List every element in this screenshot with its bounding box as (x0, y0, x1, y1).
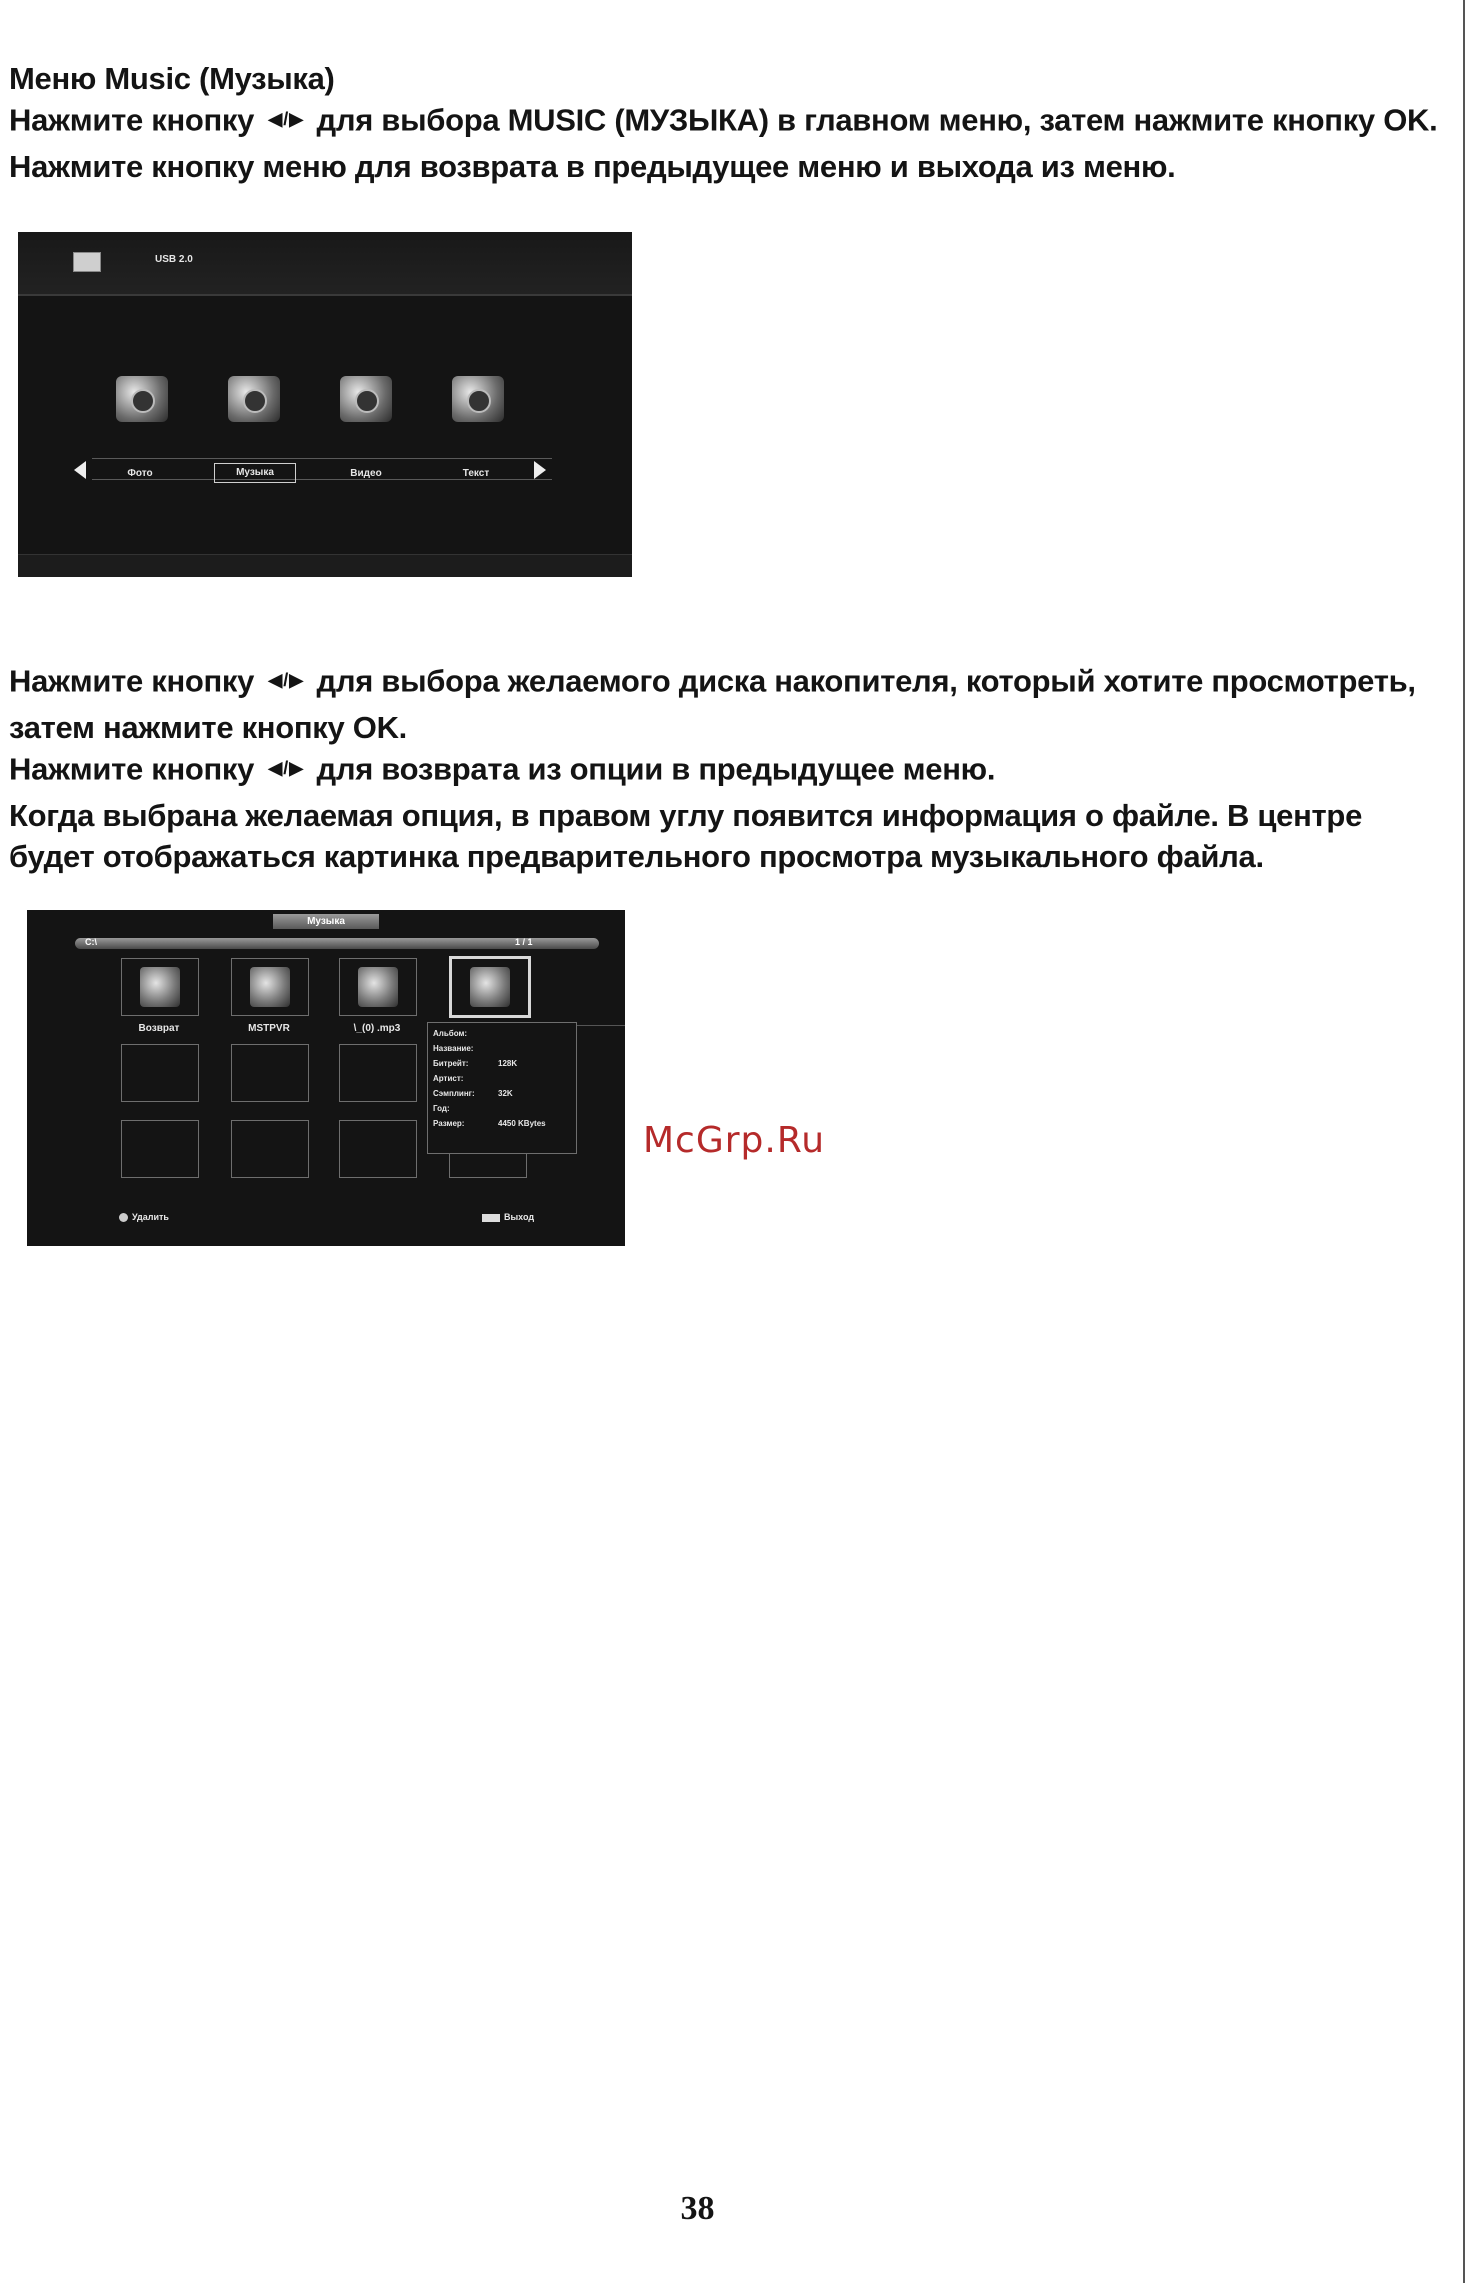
cell-label-folder: MSTPVR (248, 1023, 290, 1034)
folder-icon (250, 967, 290, 1007)
paragraph-1: Нажмите кнопку ◀/▶ для выбора MUSIC (МУЗЫКА) в главном меню, затем нажмите кнопку OK. (9, 99, 1449, 146)
section-1-text (9, 58, 1449, 187)
browser-title: Музыка (273, 914, 379, 929)
usb-label: USB 2.0 (155, 254, 193, 265)
paragraph-2-line-3: Когда выбрана желаемая опция, в правом углу появится информация о файле. В центре будет отображаться картинка предварительного просмотра музыкального файла. (9, 798, 1363, 874)
bottom-bar (18, 554, 632, 577)
text-document-icon[interactable] (452, 376, 504, 422)
file-cell-empty[interactable] (231, 1120, 309, 1178)
top-bar (18, 232, 632, 296)
photo-camera-icon[interactable] (116, 376, 168, 422)
category-text[interactable]: Текст (462, 468, 490, 479)
section-title: Меню Music (Музыка) (9, 61, 335, 96)
arrow-right-icon[interactable] (534, 461, 546, 479)
category-music[interactable]: Музыка (214, 463, 296, 483)
file-cell-empty[interactable] (339, 1044, 417, 1102)
left-right-arrows-icon: ◀/▶ (268, 758, 305, 778)
usb-drive-icon (73, 252, 101, 272)
cell-label-back: Возврат (138, 1023, 180, 1034)
delete-hint[interactable]: Удалить (119, 1212, 169, 1222)
file-cell-empty[interactable] (121, 1120, 199, 1178)
music-player-icon[interactable] (228, 376, 280, 422)
watermark: McGrp.Ru (643, 1120, 826, 1161)
page-counter: 1 / 1 (515, 937, 533, 947)
file-cell-folder[interactable] (231, 958, 309, 1016)
path-drive: C:\ (85, 937, 97, 947)
category-photo[interactable]: Фото (127, 468, 153, 479)
file-cell-mp3[interactable] (339, 958, 417, 1016)
page-number: 38 (680, 2190, 715, 2227)
paragraph-2-line-2: Нажмите кнопку ◀/▶ для возврата из опции в предыдущее меню. (9, 748, 1449, 795)
file-info-panel: Альбом: Название: Битрейт: 128K Артист: Сэмплинг: 32K Год: Размер: 4450 KBytes (427, 1022, 577, 1154)
arrow-left-icon[interactable] (74, 461, 86, 479)
video-clapper-icon[interactable] (340, 376, 392, 422)
section-2-text (9, 660, 1449, 877)
file-cell-empty[interactable] (121, 1044, 199, 1102)
file-cell-back[interactable] (121, 958, 199, 1016)
music-disc-icon (470, 967, 510, 1007)
media-main-menu-screenshot (18, 232, 632, 577)
paragraph-2: Нажмите кнопку ◀/▶ для выбора желаемого диска накопителя, который хотите просмотреть, затем нажмите кнопку OK. (9, 660, 1449, 748)
cell-label-mp3: \_(0) .mp3 (353, 1023, 401, 1034)
paragraph-1-line-3: Нажмите кнопку меню для возврата в предыдущее меню и выхода из меню. (9, 149, 1176, 184)
left-right-arrows-icon: ◀/▶ (268, 109, 305, 129)
page-edge-rule (1463, 0, 1465, 2283)
exit-key-icon (482, 1214, 500, 1222)
left-right-arrows-icon: ◀/▶ (268, 670, 305, 690)
music-disc-icon (358, 967, 398, 1007)
button-dot-icon (119, 1213, 128, 1222)
file-cell-empty[interactable] (231, 1044, 309, 1102)
music-browser-screenshot (27, 910, 625, 1246)
exit-hint[interactable]: Выход (482, 1212, 534, 1222)
file-cell-empty[interactable] (339, 1120, 417, 1178)
file-cell-selected-preview[interactable] (449, 956, 531, 1018)
return-arrow-icon (140, 967, 180, 1007)
category-video[interactable]: Видео (350, 468, 382, 479)
info-connector-line (575, 1025, 625, 1026)
